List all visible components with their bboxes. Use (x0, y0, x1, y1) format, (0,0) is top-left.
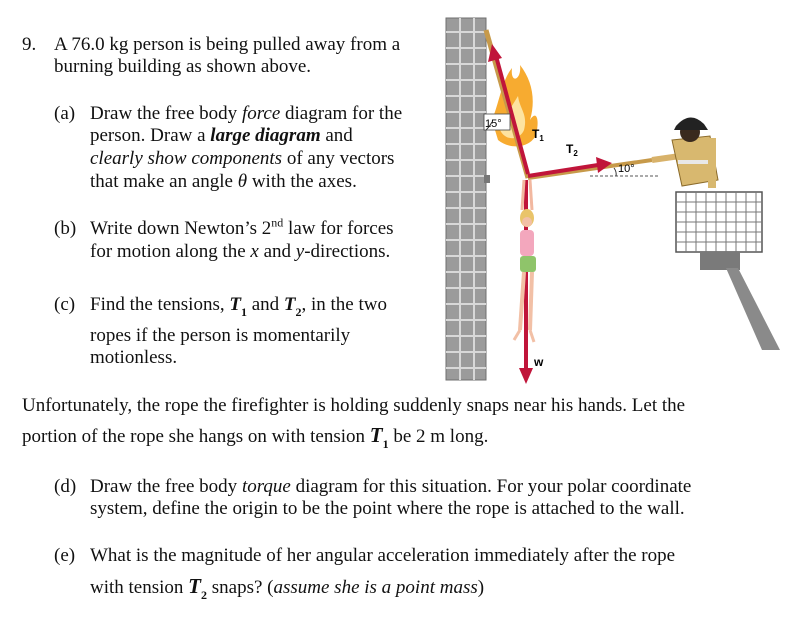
part-c-label: (c) (54, 294, 76, 315)
part-b-line2: for motion along the x and y-directions. (90, 241, 391, 262)
t1-label: $T_1$ (532, 127, 544, 143)
part-c-line1: Find the tensions, $T_1$ and $T_2$, in the two (90, 294, 387, 319)
part-a-line1: Draw the free body force diagram for the (90, 103, 403, 124)
rescue-basket (676, 192, 780, 350)
part-b-label: (b) (54, 218, 77, 239)
part-a-line2: person. Draw a large diagram and (90, 125, 353, 146)
part-e-line2: with tension $T_2$ snaps? (assume she is a point mass) (90, 574, 485, 602)
angle-10-label: 10° (618, 163, 635, 175)
part-c-line3: motionless. (90, 347, 178, 368)
part-d-line2: system, define the origin to be the point where the rope is attached to the wall. (90, 498, 685, 519)
part-a-label: (a) (54, 103, 76, 124)
w-label: w (534, 355, 544, 369)
part-a-line4: that make an angle θ with the axes. (90, 171, 357, 192)
rescue-figure (440, 10, 780, 390)
t2-label: $T_2$ (566, 142, 578, 158)
part-a-line3: clearly show components of any vectors (90, 148, 395, 169)
brick-wall (446, 18, 490, 380)
problem-intro-line1: A 76.0 kg person is being pulled away from a (54, 34, 401, 55)
middle-paragraph-line1: Unfortunately, the rope the firefighter is holding suddenly snaps near his hands. Let the (22, 395, 686, 416)
part-e-line1: What is the magnitude of her angular acceleration immediately after the rope (90, 545, 676, 566)
part-d-line1: Draw the free body torque diagram for this situation. For your polar coordinate (90, 476, 692, 497)
firefighter (652, 117, 718, 188)
part-d-label: (d) (54, 476, 77, 497)
middle-paragraph-line2: portion of the rope she hangs on with tension $T_1$ be 2 m long. (22, 423, 489, 451)
part-b-line1: Write down Newton’s 2nd law for forces (90, 215, 394, 239)
problem-number: 9. (22, 34, 37, 55)
part-e-label: (e) (54, 545, 76, 566)
problem-intro-line2: burning building as shown above. (54, 56, 312, 77)
part-c-line2: ropes if the person is momentarily (90, 325, 351, 346)
angle-15-label: 15° (485, 118, 502, 130)
